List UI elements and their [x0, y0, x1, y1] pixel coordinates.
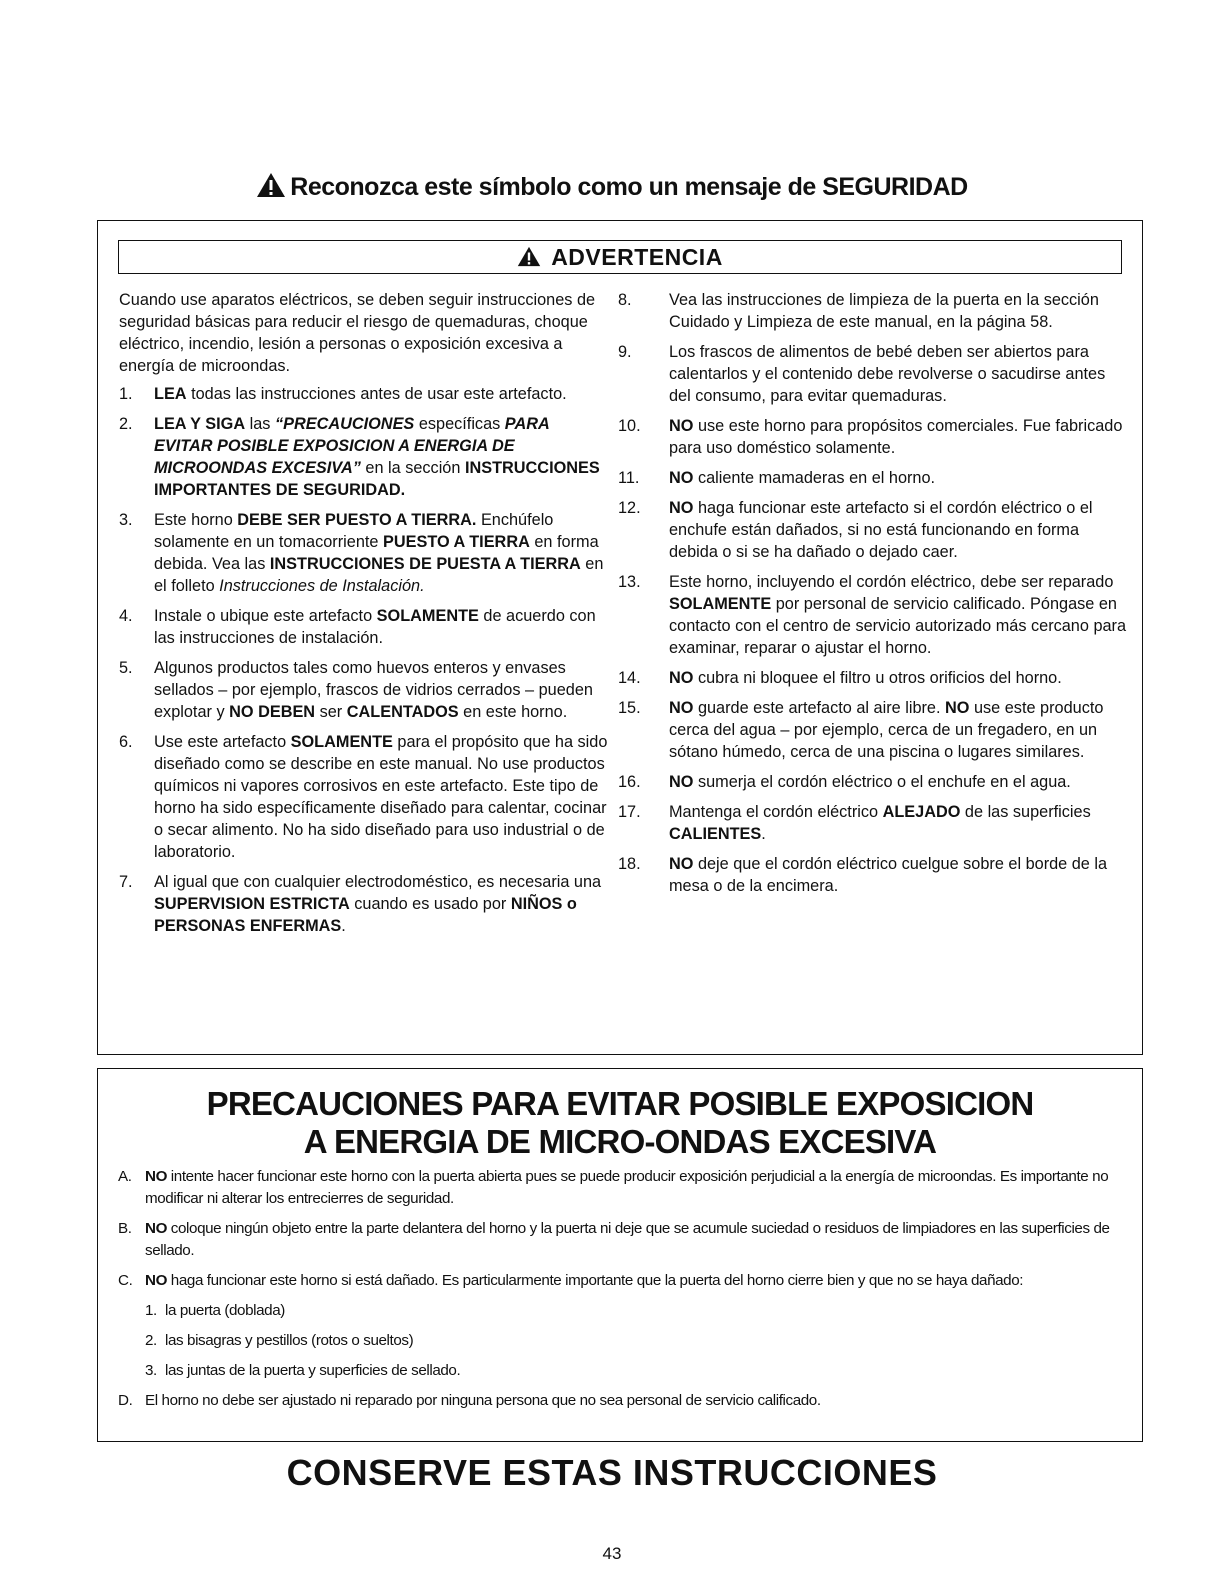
text-run: PARA EVITAR POSIBLE EXPOSICION A ENERGIA DE MICROONDAS EXCESIVA”: [154, 415, 550, 477]
precaution-item-text: [145, 1220, 1110, 1259]
warning-item: [618, 571, 1128, 659]
text-run: Mantenga el cordón eléctrico: [669, 803, 883, 821]
warning-item-text: [669, 499, 1093, 561]
text-run: Los frascos de alimentos de bebé deben ser abiertos para calentarlos y el contenido debe revolverse o sacudirse antes del consumo, para evitar quemaduras.: [669, 343, 1106, 405]
warning-item: [618, 415, 1128, 459]
text-run: todas las instrucciones antes de usar este artefacto.: [186, 385, 567, 403]
warning-item-number: 8.: [618, 291, 632, 309]
warning-item-number: 4.: [119, 607, 133, 625]
warning-item: [618, 289, 1128, 333]
text-run: “PRECAUCIONES: [274, 415, 415, 433]
warning-item-number: 5.: [119, 659, 133, 677]
text-run: INSTRUCCIONES DE PUESTA A TIERRA: [269, 555, 581, 573]
warning-item-number: 14.: [618, 669, 641, 687]
text-run: NO DEBEN: [229, 703, 316, 721]
warning-left-column: [119, 289, 609, 945]
warning-item-number: 7.: [119, 873, 133, 891]
warning-item-number: 11.: [618, 469, 640, 487]
precaution-subitem-number: 2.: [145, 1332, 157, 1349]
text-run: haga funcionar este artefacto si el cordón eléctrico o el enchufe están dañados, si no está funcionando en forma debida o si se ha dañado o dejado caer.: [669, 499, 1093, 561]
text-run: deje que el cordón eléctrico cuelgue sobre el borde de la mesa o de la encimera.: [669, 855, 1108, 895]
text-run: guarde este artefacto al aire libre.: [693, 699, 946, 717]
text-run: DEBE SER PUESTO A TIERRA.: [237, 511, 477, 529]
precaution-subitem-number: 1.: [145, 1302, 157, 1319]
precautions-title-line-2: A ENERGIA DE MICRO-ONDAS EXCESIVA: [303, 1123, 937, 1160]
text-run: Al igual que con cualquier electrodoméstico, es necesaria una: [154, 873, 602, 891]
warning-item: [119, 605, 609, 649]
warning-item-number: 10.: [618, 417, 641, 435]
safety-heading-text: Reconozca este símbolo como un mensaje de SEGURIDAD: [290, 173, 968, 201]
warning-item: [119, 731, 609, 863]
precaution-item-letter: B.: [118, 1220, 132, 1237]
text-run: ALEJADO: [882, 803, 961, 821]
precaution-item-text: [145, 1272, 1023, 1289]
text-run: NO: [145, 1272, 167, 1289]
text-run: en la sección: [360, 459, 465, 477]
warning-item-text: [154, 385, 567, 403]
text-run: NO: [669, 669, 694, 687]
text-run: Instale o ubique este artefacto: [154, 607, 377, 625]
text-run: NO: [669, 773, 694, 791]
text-run: ser: [315, 703, 347, 721]
warning-item: [618, 497, 1128, 563]
text-run: SOLAMENTE: [290, 733, 393, 751]
safety-heading: [0, 172, 1224, 202]
warning-item-number: 15.: [618, 699, 641, 717]
precaution-subitem-number: 3.: [145, 1362, 157, 1379]
warning-item-number: 3.: [119, 511, 133, 529]
precautions-list: [118, 1166, 1128, 1420]
text-run: las: [245, 415, 275, 433]
text-run: en este horno.: [458, 703, 568, 721]
warning-item-text: [154, 873, 601, 935]
text-run: de acuerdo con las instrucciones de instalación.: [154, 607, 596, 647]
text-run: LEA: [154, 385, 187, 403]
precaution-item: [118, 1390, 1128, 1412]
warning-item: [618, 853, 1128, 897]
warning-item-text: [669, 291, 1099, 331]
warning-item-text: [154, 511, 603, 595]
text-run: use este producto cerca del agua – por ejemplo, cerca de un fregadero, en un sótano húmedo, cerca de una piscina o lugares similares.: [669, 699, 1104, 761]
precaution-item-letter: D.: [118, 1392, 133, 1409]
warning-item: [618, 801, 1128, 845]
warning-item-number: 16.: [618, 773, 641, 791]
text-run: por personal de servicio calificado. Póngase en contacto con el centro de servicio autorizado más cercano para examinar, reparar o ajustar el horno.: [669, 595, 1127, 657]
text-run: en forma debida. Vea las: [154, 533, 599, 573]
text-run: CALIENTES: [669, 825, 762, 843]
warning-item: [119, 657, 609, 723]
text-run: SUPERVISION ESTRICTA: [154, 895, 350, 913]
text-run: en el folleto: [154, 555, 604, 595]
text-run: Algunos productos tales como huevos enteros y envases sellados – por ejemplo, frascos de vidrios cerrados – pueden explotar y: [154, 659, 593, 721]
warning-box: [97, 220, 1143, 1055]
warning-item: [618, 771, 1128, 793]
precaution-item: [118, 1166, 1128, 1210]
warning-item: [119, 383, 609, 405]
text-run: Instrucciones de Instalación.: [219, 577, 425, 595]
text-run: .: [761, 825, 766, 843]
warning-right-column: [618, 289, 1128, 905]
precaution-subitem-text: las juntas de la puerta y superficies de sellado.: [165, 1362, 461, 1379]
text-run: NO: [669, 699, 694, 717]
text-run: NO: [669, 469, 694, 487]
page-number: 43: [602, 1544, 622, 1563]
text-run: Vea las instrucciones de limpieza de la puerta en la sección Cuidado y Limpieza de este manual, en la página 58.: [669, 291, 1099, 331]
precaution-subitem: [118, 1360, 1128, 1382]
precaution-item: [118, 1218, 1128, 1262]
precaution-subitem: [118, 1330, 1128, 1352]
text-run: NO: [669, 417, 694, 435]
text-run: haga funcionar este horno si está dañado. Es particularmente importante que la puerta del horno cierre bien y que no se haya dañado:: [166, 1272, 1024, 1289]
warning-item: [119, 413, 609, 501]
warning-item-number: 17.: [618, 803, 641, 821]
warning-item-text: [669, 699, 1103, 761]
text-run: Este horno, incluyendo el cordón eléctrico, debe ser reparado: [669, 573, 1114, 591]
warning-item-text: [669, 773, 1071, 791]
warning-item: [618, 697, 1128, 763]
text-run: coloque ningún objeto entre la parte delantera del horno y la puerta ni deje que se acumule suciedad o residuos de limpiadores en las superficies de sellado.: [145, 1220, 1110, 1259]
text-run: SOLAMENTE: [376, 607, 479, 625]
precaution-item-text: El horno no debe ser ajustado ni reparado por ninguna persona que no sea personal de servicio calificado.: [145, 1392, 821, 1409]
text-run: sumerja el cordón eléctrico o el enchufe en el agua.: [693, 773, 1071, 791]
text-run: de las superficies: [960, 803, 1091, 821]
text-run: NO: [669, 855, 694, 873]
warning-item: [119, 509, 609, 597]
warning-item-text: [154, 733, 607, 861]
precautions-box: [97, 1068, 1143, 1442]
warning-title: [118, 240, 1122, 274]
warning-item-number: 12.: [618, 499, 641, 517]
warning-item-number: 13.: [618, 573, 641, 591]
warning-triangle-icon: [517, 246, 541, 267]
warning-item-text: [154, 607, 596, 647]
warning-triangle-icon: [256, 172, 286, 198]
warning-intro: Cuando use aparatos eléctricos, se deben seguir instrucciones de seguridad básicas para reducir el riesgo de quemaduras, choque eléctrico, incendio, lesión a personas o exposición excesiva a energía de microondas.: [119, 291, 596, 375]
text-run: cubra ni bloquee el filtro u otros orificios del horno.: [693, 669, 1062, 687]
text-run: LEA Y SIGA: [154, 415, 246, 433]
text-run: Este horno: [154, 511, 238, 529]
warning-item-text: [669, 573, 1126, 657]
warning-item: [618, 341, 1128, 407]
text-run: INSTRUCCIONES IMPORTANTES DE SEGURIDAD.: [154, 459, 600, 499]
precautions-title-line-1: PRECAUCIONES PARA EVITAR POSIBLE EXPOSICION: [206, 1085, 1034, 1122]
warning-item-number: 9.: [618, 343, 632, 361]
text-run: específicas: [414, 415, 505, 433]
text-run: use este horno para propósitos comerciales. Fue fabricado para uso doméstico solamente.: [669, 417, 1123, 457]
warning-item-text: [669, 855, 1107, 895]
warning-item: [618, 467, 1128, 489]
warning-item-text: [669, 417, 1122, 457]
precaution-subitem-text: la puerta (doblada): [165, 1302, 285, 1319]
text-run: para el propósito que ha sido diseñado como se describe en este manual. No use productos químicos ni vapores corrosivos en este artefacto. Este tipo de horno ha sido específicamente diseñado para calentar, cocinar o secar alimento. No ha sido diseñado para uso industrial o de laboratorio.: [154, 733, 608, 861]
text-run: intente hacer funcionar este horno con la puerta abierta pues se puede producir exposición perjudicial a la energía de microondas. Es importante no modificar ni alterar los entrecierres de seguridad.: [145, 1168, 1109, 1207]
text-run: Use este artefacto: [154, 733, 291, 751]
warning-item: [618, 667, 1128, 689]
text-run: NO: [669, 499, 694, 517]
text-run: NO: [945, 699, 970, 717]
warning-item-text: [154, 659, 593, 721]
precaution-item-letter: C.: [118, 1272, 133, 1289]
text-run: .: [341, 917, 346, 935]
text-run: NO: [145, 1168, 167, 1185]
warning-title-text: ADVERTENCIA: [551, 244, 723, 270]
footer-title: CONSERVE ESTAS INSTRUCCIONES: [286, 1452, 938, 1493]
warning-item-text: [669, 669, 1062, 687]
precaution-item: [118, 1270, 1128, 1292]
precaution-item-letter: A.: [118, 1168, 132, 1185]
warning-item: [119, 871, 609, 937]
warning-item-number: 6.: [119, 733, 133, 751]
warning-item-text: [669, 343, 1105, 405]
warning-item-number: 1.: [119, 385, 133, 403]
text-run: Enchúfelo solamente en un tomacorriente: [154, 511, 554, 551]
warning-item-text: [669, 469, 935, 487]
text-run: NO: [145, 1220, 167, 1237]
text-run: cuando es usado por: [349, 895, 511, 913]
text-run: CALENTADOS: [346, 703, 459, 721]
warning-item-number: 18.: [618, 855, 641, 873]
text-run: SOLAMENTE: [669, 595, 772, 613]
warning-item-text: [154, 415, 600, 499]
text-run: caliente mamaderas en el horno.: [693, 469, 936, 487]
precaution-subitem-text: las bisagras y pestillos (rotos o sueltos): [165, 1332, 414, 1349]
precautions-title: [98, 1085, 1142, 1161]
precaution-item-text: [145, 1168, 1108, 1207]
precaution-subitem: [118, 1300, 1128, 1322]
warning-item-text: [669, 803, 1091, 843]
text-run: NIÑOS o PERSONAS ENFERMAS: [154, 895, 577, 935]
text-run: PUESTO A TIERRA: [382, 533, 530, 551]
warning-item-number: 2.: [119, 415, 133, 433]
